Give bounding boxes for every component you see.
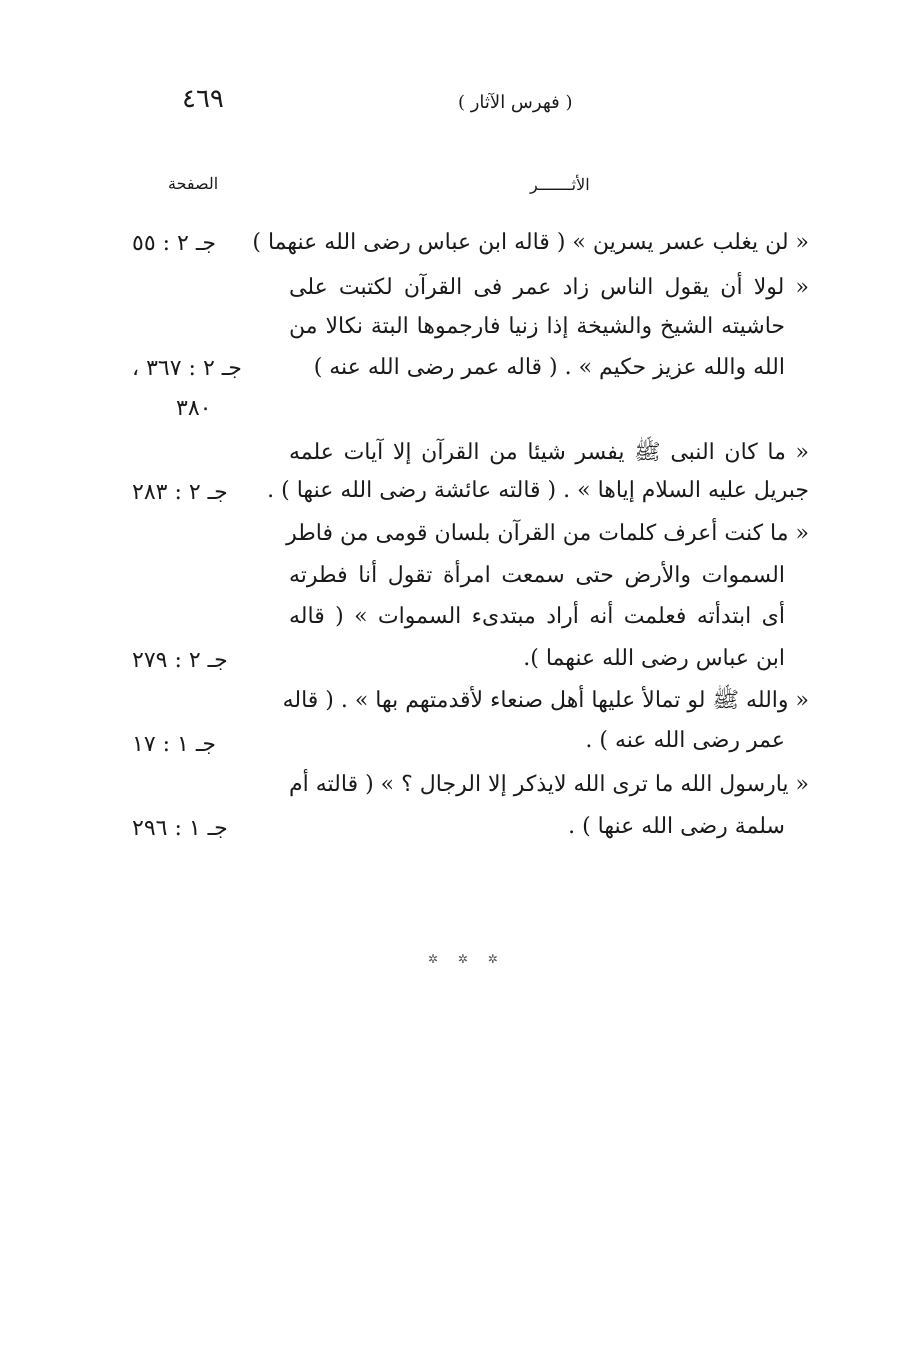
entry-line: « يارسول الله ما ترى الله لايذكر إلا الرجال ؟ » ( قالته أم [289, 772, 809, 797]
entry-line: « والله ﷺ لو تمالأ عليها أهل صنعاء لأقدمتهم بها » . ( قاله [282, 688, 809, 713]
entry-line: الله والله عزيز حكيم » . ( قاله عمر رضى الله عنه ) [313, 355, 785, 380]
page-number: ٤٦٩ [182, 84, 224, 114]
volume-page-ref: جـ ٢ : ٣٦٧ ، [132, 356, 242, 381]
entry-line: أى ابتدأته فعلمت أنه أراد مبتدىء السموات » ( قاله [289, 604, 785, 629]
entry-line: جبريل عليه السلام إياها » . ( قالته عائشة رضى الله عنها ) . [267, 478, 809, 503]
volume-page-ref: جـ ٢ : ٢٨٣ [132, 480, 228, 505]
volume-page-ref: جـ ٢ : ٥٥ [132, 231, 216, 256]
entry-line: « ما كان النبى ﷺ يفسر شيئا من القرآن إلا آيات علمه [289, 440, 809, 465]
running-title: ( فهرس الآثار ) [458, 92, 573, 113]
section-separator: ✲ ✲ ✲ [428, 952, 506, 966]
entry-line: عمر رضى الله عنه ) . [585, 728, 785, 753]
column-header-athar: الأثـــــــر [530, 175, 590, 194]
volume-page-ref: جـ ١ : ١٧ [132, 732, 216, 757]
entry-line: « ما كنت أعرف كلمات من القرآن بلسان قومى من فاطر [286, 521, 809, 546]
entry-line: سلمة رضى الله عنها ) . [568, 814, 785, 839]
volume-page-ref-continued: ٣٨٠ [176, 396, 212, 421]
entry-line: « لولا أن يقول الناس زاد عمر فى القرآن لكتبت على [289, 275, 809, 300]
volume-page-ref: جـ ٢ : ٢٧٩ [132, 648, 228, 673]
column-header-page: الصفحة [168, 174, 219, 193]
entry-line: حاشيته الشيخ والشيخة إذا زنيا فارجموها البتة نكالا من [289, 314, 785, 339]
entry-line: ابن عباس رضى الله عنهما ). [523, 646, 785, 671]
entry-line: السموات والأرض حتى سمعت امرأة تقول أنا فطرته [289, 563, 785, 588]
volume-page-ref: جـ ١ : ٢٩٦ [132, 816, 228, 841]
entry-line: « لن يغلب عسر يسرين » ( قاله ابن عباس رضى الله عنهما ) [252, 230, 809, 255]
